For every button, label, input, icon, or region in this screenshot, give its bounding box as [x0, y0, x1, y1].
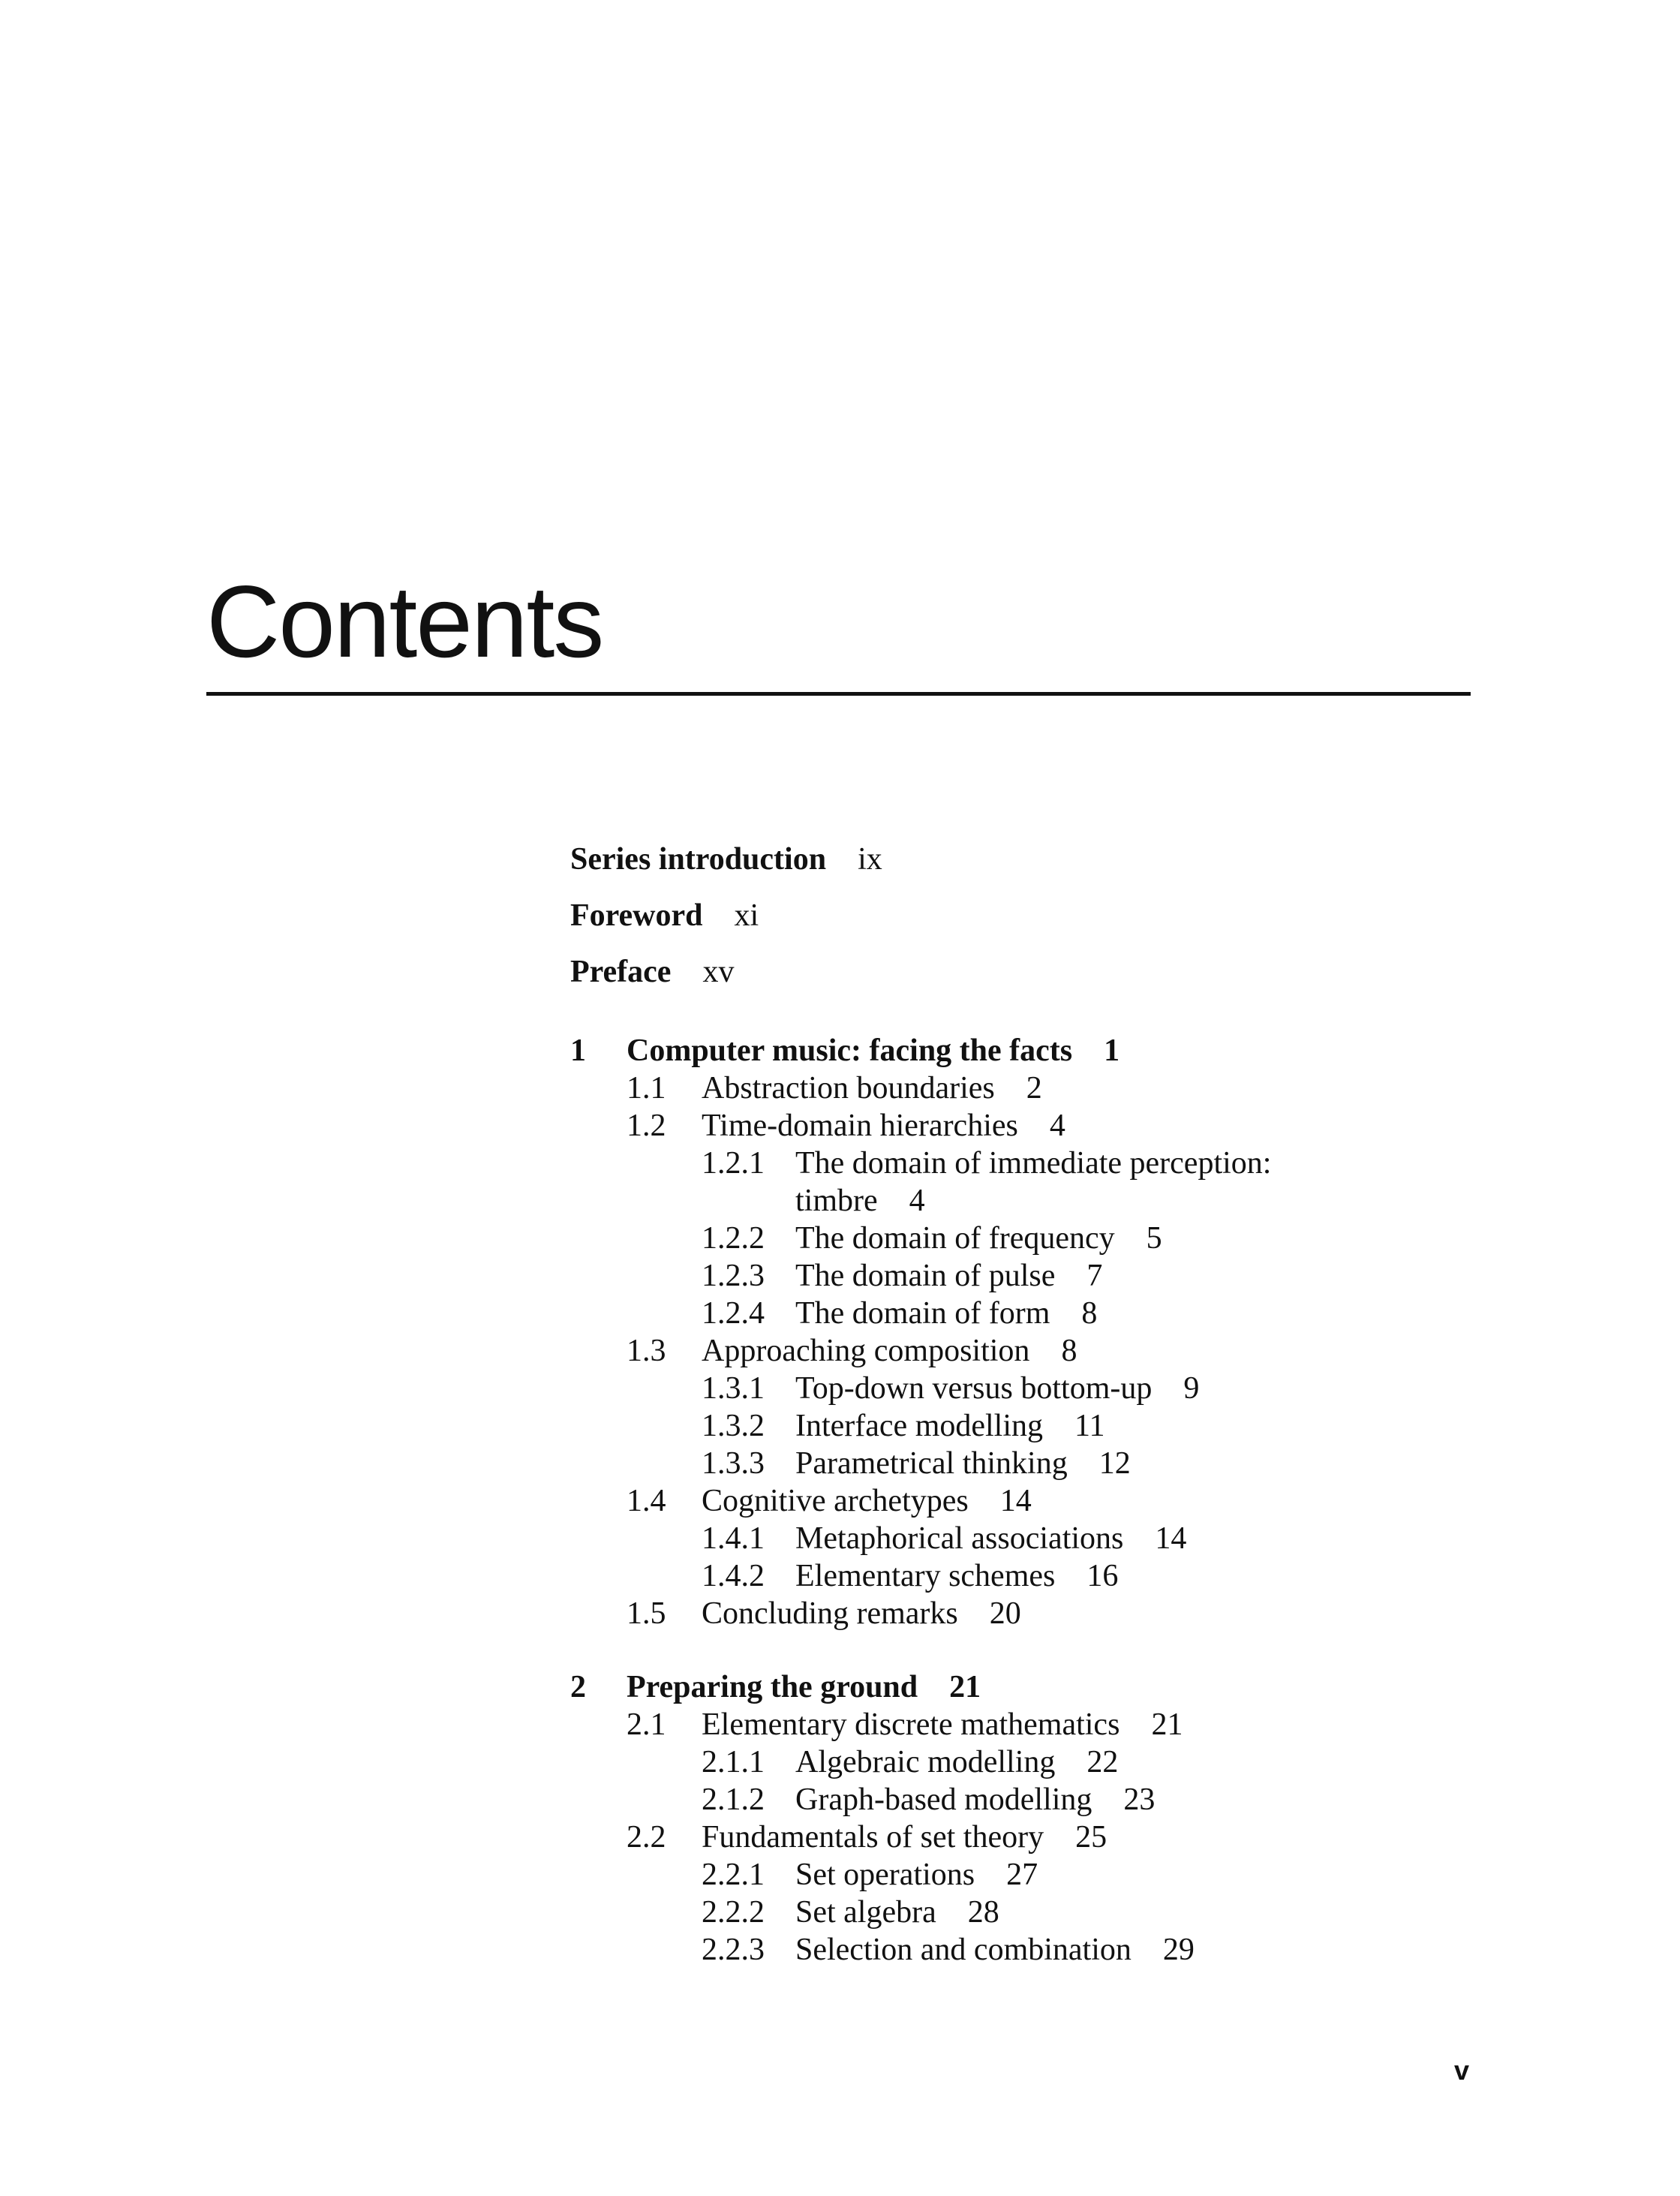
subsection-page: 29 [1162, 1933, 1195, 1967]
subsection-title: Parametrical thinking [795, 1446, 1068, 1481]
subsection-number: 1.2.2 [702, 1221, 765, 1256]
chapter-page: 21 [949, 1670, 981, 1704]
chapter-title: Computer music: facing the facts [627, 1033, 1073, 1068]
subsection-page: 27 [1006, 1858, 1038, 1892]
section-title: Abstraction boundaries [702, 1071, 995, 1106]
subsection-title: Top-down versus bottom-up [795, 1371, 1153, 1406]
toc-section-1-2[interactable] [570, 1107, 1546, 1145]
toc-subsection-1-2-2[interactable] [570, 1220, 1546, 1257]
toc-subsection-1-3-1[interactable] [570, 1370, 1546, 1407]
subsection-number: 1.2.3 [702, 1259, 765, 1293]
subsection-title: Set operations [795, 1858, 975, 1892]
subsection-page: 9 [1183, 1371, 1200, 1406]
section-number: 1.1 [627, 1071, 666, 1106]
subsection-title: The domain of pulse [795, 1259, 1056, 1293]
toc-entry-page: xv [702, 955, 735, 989]
toc-chapter-1[interactable] [570, 1032, 1546, 1069]
table-of-contents [570, 841, 1546, 1969]
subsection-number: 2.2.3 [702, 1933, 765, 1967]
toc-subsection-1-3-3[interactable] [570, 1445, 1546, 1482]
section-page: 8 [1061, 1334, 1077, 1368]
subsection-title: Set algebra [795, 1895, 936, 1930]
toc-entry-title: Preface [570, 955, 672, 989]
subsection-title: Algebraic modelling [795, 1745, 1056, 1779]
section-page: 14 [999, 1484, 1032, 1518]
toc-section-1-3[interactable] [570, 1332, 1546, 1370]
subsection-title: The domain of form [795, 1296, 1050, 1331]
section-page: 20 [989, 1596, 1021, 1631]
section-page: 21 [1151, 1707, 1183, 1742]
section-number: 1.5 [627, 1596, 666, 1631]
section-page: 25 [1075, 1820, 1107, 1855]
toc-subsection-1-2-4[interactable] [570, 1295, 1546, 1332]
section-number: 2.2 [627, 1820, 666, 1855]
toc-subsection-2-2-1[interactable] [570, 1856, 1546, 1894]
subsection-page: 4 [909, 1184, 925, 1218]
subsection-number: 1.3.2 [702, 1409, 765, 1443]
toc-subsection-1-3-2[interactable] [570, 1407, 1546, 1445]
section-number: 1.4 [627, 1484, 666, 1518]
section-title: Cognitive archetypes [702, 1484, 969, 1518]
toc-section-1-5[interactable] [570, 1595, 1546, 1632]
toc-entry-page: xi [734, 898, 759, 933]
subsection-page: 5 [1146, 1221, 1162, 1256]
toc-subsection-2-1-2[interactable] [570, 1781, 1546, 1818]
chapter-number: 2 [570, 1670, 586, 1704]
chapter-1-block [570, 1032, 1546, 1632]
page-number: v [1454, 2055, 1470, 2086]
subsection-number: 1.2.1 [702, 1146, 765, 1181]
section-title: Time-domain hierarchies [702, 1109, 1018, 1143]
subsection-number: 1.4.1 [702, 1521, 765, 1556]
section-title: Fundamentals of set theory [702, 1820, 1044, 1855]
toc-subsection-1-2-1[interactable] [570, 1145, 1546, 1220]
title-rule [206, 692, 1471, 696]
toc-section-2-1[interactable] [570, 1706, 1546, 1743]
toc-subsection-1-4-1[interactable] [570, 1520, 1546, 1557]
subsection-page: 23 [1123, 1782, 1156, 1817]
toc-subsection-2-2-2[interactable] [570, 1894, 1546, 1931]
toc-entry-title: Foreword [570, 898, 703, 933]
toc-entry-series-introduction[interactable] [570, 841, 1546, 878]
section-title: Concluding remarks [702, 1596, 958, 1631]
toc-entry-page: ix [858, 842, 882, 877]
subsection-number: 2.1.1 [702, 1745, 765, 1779]
subsection-page: 14 [1155, 1521, 1187, 1556]
subsection-number: 1.2.4 [702, 1296, 765, 1331]
section-title: Approaching composition [702, 1334, 1030, 1368]
subsection-page: 11 [1074, 1409, 1105, 1443]
toc-section-1-1[interactable] [570, 1069, 1546, 1107]
section-title: Elementary discrete mathematics [702, 1707, 1120, 1742]
subsection-title: Selection and combination [795, 1933, 1132, 1967]
subsection-title: Metaphorical associations [795, 1521, 1124, 1556]
subsection-title: Elementary schemes [795, 1559, 1056, 1593]
chapter-page: 1 [1104, 1033, 1120, 1068]
subsection-page: 16 [1086, 1559, 1119, 1593]
toc-chapter-2[interactable] [570, 1668, 1546, 1706]
toc-subsection-2-1-1[interactable] [570, 1743, 1546, 1781]
subsection-number: 1.3.1 [702, 1371, 765, 1406]
toc-subsection-2-2-3[interactable] [570, 1931, 1546, 1969]
page-title: Contents [206, 564, 603, 678]
subsection-page: 12 [1098, 1446, 1131, 1481]
subsection-title: Graph-based modelling [795, 1782, 1092, 1817]
subsection-number: 2.2.1 [702, 1858, 765, 1892]
toc-subsection-1-2-3[interactable] [570, 1257, 1546, 1295]
front-matter-list [570, 841, 1546, 991]
toc-entry-preface[interactable] [570, 953, 1546, 991]
toc-subsection-1-4-2[interactable] [570, 1557, 1546, 1595]
toc-entry-foreword[interactable] [570, 897, 1546, 934]
section-page: 2 [1026, 1071, 1042, 1106]
subsection-number: 2.2.2 [702, 1895, 765, 1930]
section-number: 2.1 [627, 1707, 666, 1742]
subsection-number: 1.3.3 [702, 1446, 765, 1481]
subsection-number: 2.1.2 [702, 1782, 765, 1817]
subsection-number: 1.4.2 [702, 1559, 765, 1593]
subsection-page: 28 [967, 1895, 999, 1930]
toc-section-2-2[interactable] [570, 1818, 1546, 1856]
section-page: 4 [1049, 1109, 1065, 1143]
toc-section-1-4[interactable] [570, 1482, 1546, 1520]
subsection-title: The domain of immediate perception: timbre [795, 1146, 1272, 1218]
subsection-page: 8 [1081, 1296, 1098, 1331]
chapter-number: 1 [570, 1033, 586, 1068]
subsection-title: Interface modelling [795, 1409, 1044, 1443]
subsection-page: 22 [1086, 1745, 1119, 1779]
chapter-2-block [570, 1668, 1546, 1969]
subsection-page: 7 [1086, 1259, 1103, 1293]
section-number: 1.3 [627, 1334, 666, 1368]
toc-entry-title: Series introduction [570, 842, 827, 877]
section-number: 1.2 [627, 1109, 666, 1143]
chapter-title: Preparing the ground [627, 1670, 918, 1704]
subsection-title: The domain of frequency [795, 1221, 1115, 1256]
